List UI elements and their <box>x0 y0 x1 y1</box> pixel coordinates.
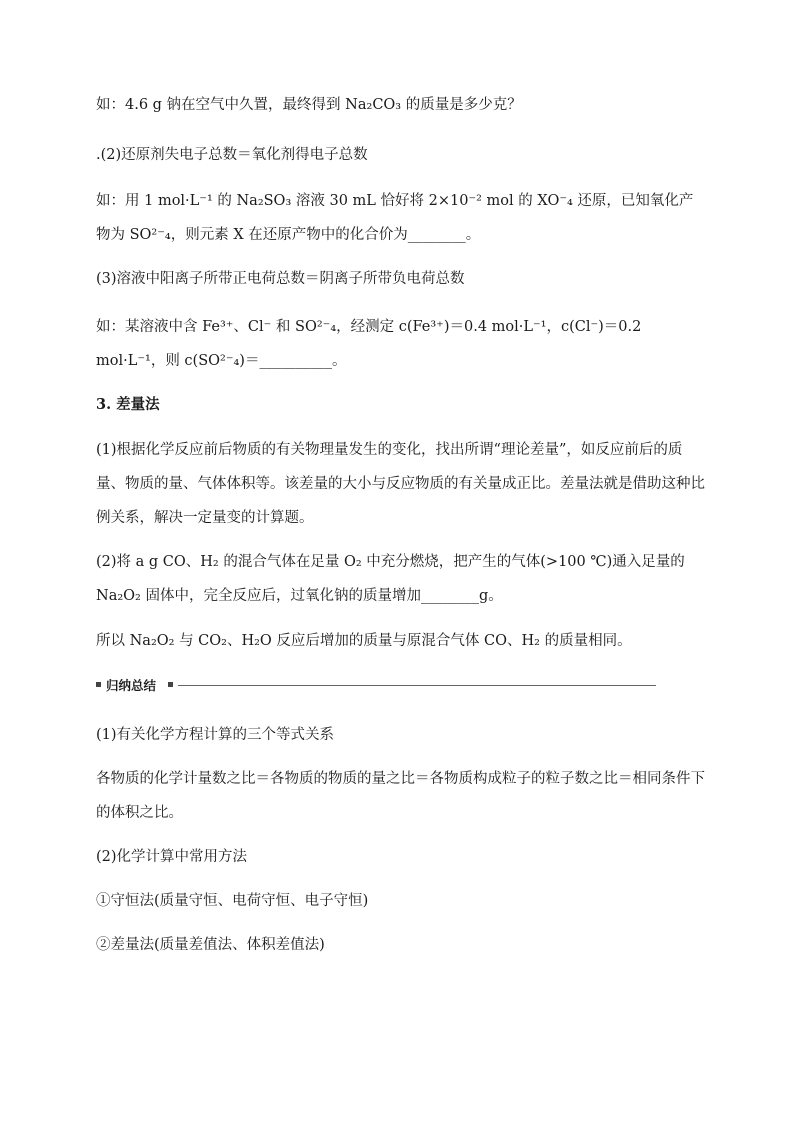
paragraph-p9: 所以 Na₂O₂ 与 CO₂、H₂O 反应后增加的质量与原混合气体 CO、H₂ 的质量相同。 <box>96 633 632 649</box>
paragraph-p3: 如：用 1 mol·L⁻¹ 的 Na₂SO₃ 溶液 30 mL 恰好将 2×10⁻² mol 的 XO⁻₄ 还原，已知氧化产物为 SO²⁻₄，则元素 X 在还原产物中的化合价为________。 <box>96 193 694 243</box>
square-bullet-icon <box>168 682 173 687</box>
square-bullet-icon <box>96 682 101 687</box>
summary-item-3: (2)化学计算中常用方法 <box>96 849 248 865</box>
paragraph-p7: (1)根据化学反应前后物质的有关物理量发生的变化，找出所谓“理论差量”，如反应前后的质量、物质的量、气体体积等。该差量的大小与反应物质的有关量成正比。差量法就是借助这种比例关系，解决一定量变的计算题。 <box>96 442 705 526</box>
paragraph-p8: (2)将 a g CO、H₂ 的混合气体在足量 O₂ 中充分燃烧，把产生的气体(>100 ℃)通入足量的 Na₂O₂ 固体中，完全反应后，过氧化钠的质量增加________g。 <box>96 554 685 604</box>
summary-item-1: (1)有关化学方程计算的三个等式关系 <box>96 727 335 743</box>
summary-item-4: ①守恒法(质量守恒、电荷守恒、电子守恒) <box>96 893 369 909</box>
summary-header <box>96 676 656 696</box>
paragraph-p4: (3)溶液中阳离子所带正电荷总数＝阴离子所带负电荷总数 <box>96 271 465 287</box>
paragraph-p5: 如：某溶液中含 Fe³⁺、Cl⁻ 和 SO²⁻₄，经测定 c(Fe³⁺)＝0.4 mol·L⁻¹，c(Cl⁻)＝0.2 mol·L⁻¹，则 c(SO²⁻₄)＝__________。 <box>96 319 642 369</box>
paragraph-p1: 如：4.6 g 钠在空气中久置，最终得到 Na₂CO₃ 的质量是多少克？ <box>96 97 522 113</box>
section-heading-difference-method: 3. 差量法 <box>96 396 160 413</box>
summary-item-5: ②差量法(质量差值法、体积差值法) <box>96 937 325 953</box>
summary-divider <box>178 685 656 686</box>
paragraph-p2: .(2)还原剂失电子总数＝氧化剂得电子总数 <box>96 147 368 163</box>
summary-item-2: 各物质的化学计量数之比＝各物质的物质的量之比＝各物质构成粒子的粒子数之比＝相同条件下的体积之比。 <box>96 771 705 821</box>
summary-label: 归纳总结 <box>106 678 157 693</box>
